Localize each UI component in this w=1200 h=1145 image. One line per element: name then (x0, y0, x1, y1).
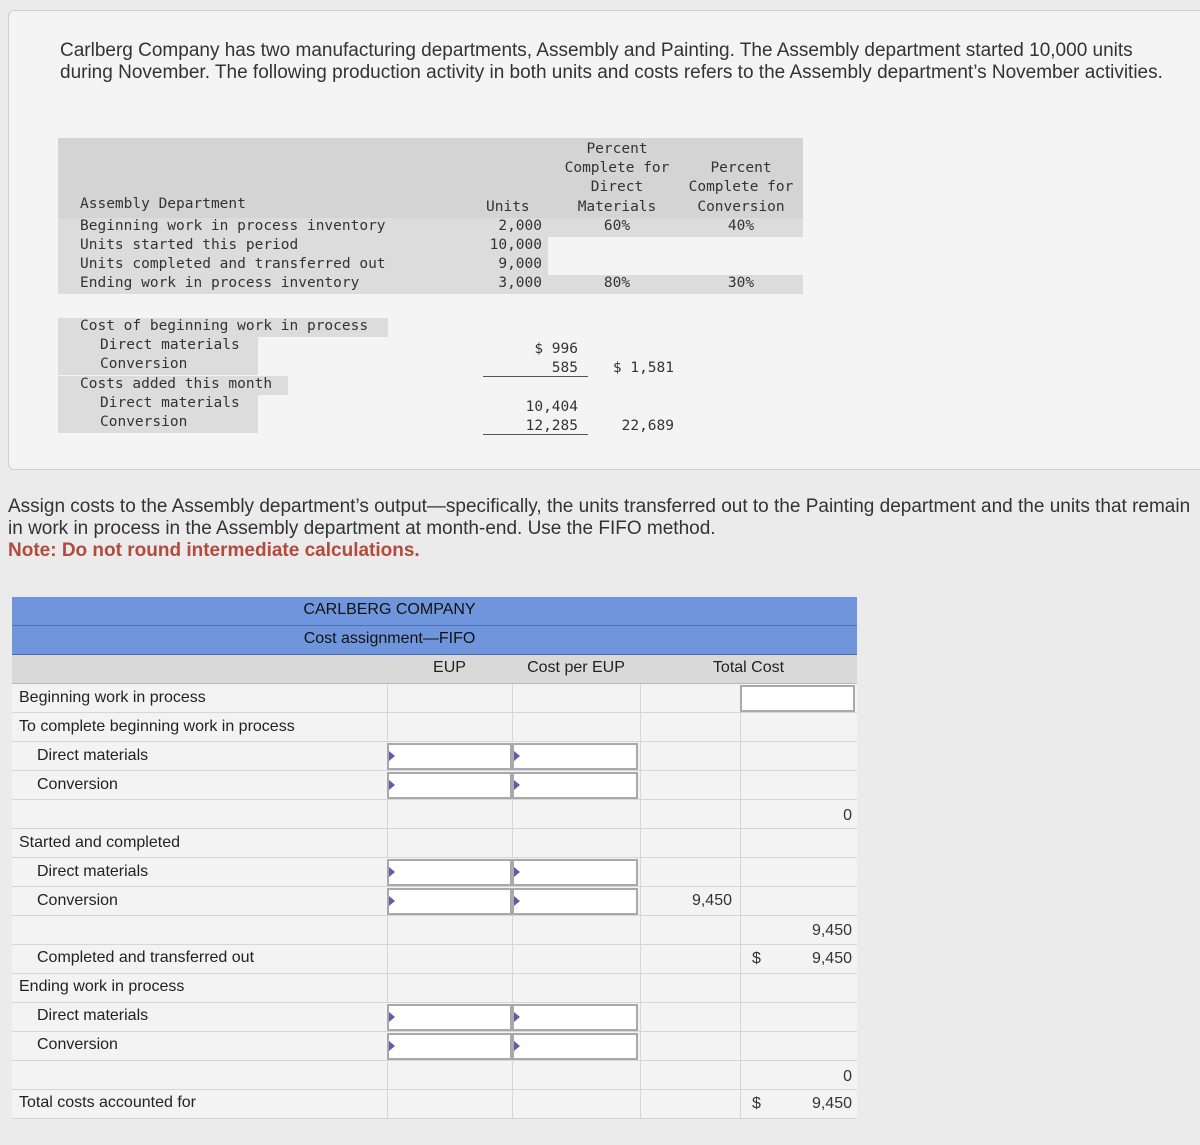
cell (512, 800, 640, 829)
added-cost-label: Costs added this month (80, 376, 273, 392)
grand-total: 9,450 (811, 1095, 852, 1112)
units-header: Units (486, 199, 530, 215)
added-dm-label: Direct materials (100, 395, 240, 411)
cell (387, 945, 512, 974)
table-row (12, 684, 857, 713)
cell (387, 713, 512, 742)
cell (640, 742, 740, 771)
cost-assignment-worksheet (12, 597, 857, 1122)
dropdown-arrow-icon (389, 1012, 395, 1022)
beg-conv-cost: 585 (483, 360, 588, 377)
row-label: Beginning work in process inventory (80, 218, 386, 234)
dm-header-3: Direct (590, 179, 644, 195)
question-text (8, 496, 1198, 562)
cell (387, 684, 512, 713)
table-row (12, 887, 857, 916)
dropdown-arrow-icon (389, 780, 395, 790)
beg-wip-total-input[interactable] (740, 685, 855, 712)
dropdown-arrow-icon (514, 896, 520, 906)
to-complete-conv-eup-input[interactable] (387, 772, 512, 799)
table-row (12, 829, 857, 858)
dropdown-arrow-icon (514, 867, 520, 877)
cell (640, 771, 740, 800)
cell (640, 974, 740, 1003)
worksheet-title-row (12, 626, 857, 655)
started-dm-cost-input[interactable] (512, 859, 638, 886)
row-label: Units completed and transferred out (80, 256, 386, 272)
worksheet-company-row (12, 597, 857, 626)
cell (640, 1090, 740, 1119)
col-header-cost-per-eup: Cost per EUP (527, 659, 625, 676)
added-conv-cost: 12,285 (483, 418, 588, 435)
row-label: Units started this period (80, 237, 299, 253)
added-total-cost: 22,689 (621, 418, 674, 434)
cell (512, 1061, 640, 1090)
cell (512, 829, 640, 858)
cell (640, 1003, 740, 1032)
cell (512, 945, 640, 974)
cell (640, 1061, 740, 1090)
dropdown-arrow-icon (514, 780, 520, 790)
table-row (12, 771, 857, 800)
question-body: Assign costs to the Assembly department’s output—specifically, the units transferred out to the Painting department and the units that remain in work in process in the Assembly department at month-end. Use the FIFO method. (8, 496, 1191, 539)
cell (512, 1090, 640, 1119)
cell (512, 916, 640, 945)
dropdown-arrow-icon (514, 751, 520, 761)
cell (740, 1003, 857, 1032)
row-label-started: Started and completed (19, 834, 180, 851)
cell (387, 829, 512, 858)
to-complete-dm-cost-input[interactable] (512, 743, 638, 770)
started-dm-eup-input[interactable] (387, 859, 512, 886)
row-label-beg-wip: Beginning work in process (19, 689, 206, 706)
cell (740, 858, 857, 887)
cell (740, 974, 857, 1003)
ending-dm-cost-input[interactable] (512, 1004, 638, 1031)
ending-dm-eup-input[interactable] (387, 1004, 512, 1031)
cell (387, 916, 512, 945)
cell (640, 800, 740, 829)
production-data-table (58, 138, 803, 438)
worksheet-title: Cost assignment—FIFO (303, 630, 476, 647)
row-units: 2,000 (498, 218, 542, 234)
table-row (12, 945, 857, 974)
row-dm-pct: 60% (603, 218, 631, 234)
row-conv-pct: 30% (727, 275, 755, 291)
dropdown-arrow-icon (389, 1041, 395, 1051)
dm-header-4: Materials (577, 199, 657, 215)
cell (640, 916, 740, 945)
ending-conv-eup-input[interactable] (387, 1033, 512, 1060)
to-complete-dm-eup-input[interactable] (387, 743, 512, 770)
table-row (12, 742, 857, 771)
started-conv-cost: 9,450 (691, 892, 732, 909)
row-label: Ending work in process inventory (80, 275, 360, 291)
row-conv-pct: 40% (727, 218, 755, 234)
row-units: 9,000 (498, 256, 542, 272)
beg-cost-label: Cost of beginning work in process (80, 318, 369, 334)
col-header-total-cost: Total Cost (712, 659, 785, 676)
to-complete-conv-cost-input[interactable] (512, 772, 638, 799)
dropdown-arrow-icon (514, 1041, 520, 1051)
beg-dm-cost: $ 996 (534, 341, 578, 357)
cell (387, 1061, 512, 1090)
cell (640, 713, 740, 742)
company-name: CARLBERG COMPANY (303, 601, 476, 618)
row-dm-pct: 80% (603, 275, 631, 291)
cell (740, 742, 857, 771)
cell (740, 829, 857, 858)
col-header-eup: EUP (433, 659, 466, 676)
ending-conv-cost-input[interactable] (512, 1033, 638, 1060)
dept-header: Assembly Department (80, 196, 246, 212)
table-row (12, 713, 857, 742)
cell (512, 713, 640, 742)
row-label-to-complete: To complete beginning work in process (19, 718, 295, 735)
conv-header-2: Complete for (688, 179, 794, 195)
table-row (12, 1003, 857, 1032)
table-row (12, 974, 857, 1003)
dropdown-arrow-icon (389, 751, 395, 761)
dropdown-arrow-icon (389, 867, 395, 877)
cell (640, 684, 740, 713)
dropdown-arrow-icon (514, 1012, 520, 1022)
beg-conv-label: Conversion (100, 356, 188, 372)
cell (640, 858, 740, 887)
row-label-transferred: Completed and transferred out (37, 949, 255, 966)
worksheet-column-header-row (12, 655, 857, 684)
intro-text: Carlberg Company has two manufacturing departments, Assembly and Painting. The Assembly department started 10,000 units during November. The following production activity in both units and costs refers to the Assembly department’s November activities. (60, 40, 1163, 83)
table-row (12, 916, 857, 945)
cell (387, 800, 512, 829)
table-row (12, 1032, 857, 1061)
dropdown-arrow-icon (389, 896, 395, 906)
row-label-dm: Direct materials (37, 747, 149, 764)
row-units: 10,000 (489, 237, 542, 253)
note-text: Note: Do not round intermediate calculations. (8, 540, 420, 561)
cell (740, 887, 857, 916)
started-conv-cost-input[interactable] (512, 888, 638, 915)
table-row (12, 1090, 857, 1119)
cell (640, 829, 740, 858)
table-row (12, 1061, 857, 1090)
row-label-dm: Direct materials (37, 1007, 149, 1024)
beg-dm-label: Direct materials (100, 337, 240, 353)
table-row (12, 858, 857, 887)
dm-header-1: Percent (586, 141, 648, 157)
ending-total: 0 (843, 1068, 852, 1085)
row-units: 3,000 (498, 275, 542, 291)
dollar-sign: $ (752, 1095, 761, 1112)
cell (640, 1032, 740, 1061)
cell (740, 1032, 857, 1061)
added-dm-cost: 10,404 (525, 399, 578, 415)
row-label-dm: Direct materials (37, 863, 149, 880)
row-label-conversion: Conversion (37, 1036, 118, 1053)
dollar-sign: $ (752, 950, 761, 967)
dm-header-2: Complete for (564, 160, 670, 176)
row-label-conversion: Conversion (37, 776, 118, 793)
row-label-ending-wip: Ending work in process (19, 978, 185, 995)
started-conv-eup-input[interactable] (387, 888, 512, 915)
cell (512, 974, 640, 1003)
conv-header-1: Percent (710, 160, 772, 176)
cell (640, 945, 740, 974)
cell (387, 974, 512, 1003)
added-conv-label: Conversion (100, 414, 188, 430)
cell (740, 713, 857, 742)
transferred-total: 9,450 (811, 950, 852, 967)
row-label-total: Total costs accounted for (19, 1094, 196, 1111)
row-label-conversion: Conversion (37, 892, 118, 909)
to-complete-total: 0 (843, 807, 852, 824)
cell (387, 1090, 512, 1119)
beg-total-cost: $ 1,581 (612, 360, 674, 376)
cell (512, 684, 640, 713)
conv-header-3: Conversion (697, 199, 785, 215)
cell (740, 771, 857, 800)
started-total: 9,450 (811, 922, 852, 939)
table-row (12, 800, 857, 829)
